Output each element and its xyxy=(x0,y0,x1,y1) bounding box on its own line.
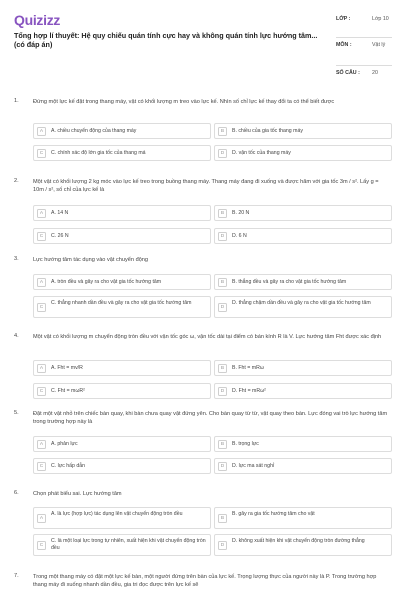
option-a[interactable] xyxy=(33,360,211,376)
option-text: D. 6 N xyxy=(232,233,247,239)
option-c[interactable] xyxy=(33,458,211,474)
question-number: 2. xyxy=(14,178,19,184)
worksheet-header xyxy=(0,0,400,84)
question-text: Lực hướng tâm tác dụng vào vật chuyển động xyxy=(33,257,149,263)
quizizz-logo: Quizizz xyxy=(14,12,61,28)
option-text: B. 20 N xyxy=(232,210,250,216)
option-letter: B xyxy=(218,364,227,373)
option-letter: A xyxy=(37,278,46,287)
subject-label: MÔN : xyxy=(336,42,352,48)
option-text: C. Fht = mωR² xyxy=(51,388,85,394)
question-text: Một vật có khối lượng m chuyển động tròn đều với vận tốc góc ω, vận tốc dài tại điểm có bán kính R là V. Lực hướng tâm Fht được xác định xyxy=(33,334,382,340)
count-value: 20 xyxy=(372,70,378,76)
option-c[interactable] xyxy=(33,145,211,161)
option-b[interactable] xyxy=(214,274,392,290)
option-text: D. vận tốc của thang máy xyxy=(232,150,291,156)
option-letter: B xyxy=(218,514,227,523)
option-letter: D xyxy=(218,232,227,241)
option-letter: A xyxy=(37,364,46,373)
option-b[interactable] xyxy=(214,507,392,529)
option-text: B. trọng lực xyxy=(232,441,259,447)
question-number: 7. xyxy=(14,573,19,579)
question-text: Đứng một lực kế đặt trong thang máy, vật có khối lượng m treo vào lực kế. Nhìn số chỉ lực kế thay đổi ta có thể biết được xyxy=(33,99,335,105)
option-a[interactable] xyxy=(33,274,211,290)
option-c[interactable] xyxy=(33,534,211,556)
option-letter: C xyxy=(37,541,46,550)
class-label: LỚP : xyxy=(336,16,351,22)
count-label: SỐ CÂU : xyxy=(336,70,360,76)
question-text: Trong một thang máy có đặt một lực kế bàn, một người đứng trên bàn của lực kế. Trọng lượng thực của người này là P. Trong trường hợp thang máy đi xuống nhanh dần đều, gia tri đọc được trên lực kế sẽ xyxy=(33,574,377,588)
option-text: B. Fht = mRω xyxy=(232,365,264,371)
option-text: C. thẳng nhanh dần đều và gây ra cho vật gia tốc hướng tâm xyxy=(51,300,192,306)
option-text: A. phản lực xyxy=(51,441,78,447)
option-d[interactable] xyxy=(214,458,392,474)
option-text: D. Fht = mRω² xyxy=(232,388,266,394)
worksheet-meta xyxy=(336,12,392,84)
option-letter: C xyxy=(37,149,46,158)
option-text: A. chiều chuyển động của thang máy xyxy=(51,128,137,134)
option-letter: D xyxy=(218,462,227,471)
option-d[interactable] xyxy=(214,383,392,399)
option-text: C. chính xác độ lớn gia tốc của thang má xyxy=(51,150,146,156)
option-letter: D xyxy=(218,149,227,158)
option-b[interactable] xyxy=(214,360,392,376)
question-number: 5. xyxy=(14,410,19,416)
option-text: D. lực ma sát nghỉ xyxy=(232,463,275,469)
option-a[interactable] xyxy=(33,436,211,452)
option-d[interactable] xyxy=(214,228,392,244)
meta-count-row xyxy=(336,66,392,84)
option-text: D. thẳng chậm dần đều và gây ra cho vật gia tốc hướng tâm xyxy=(232,300,371,306)
question-number: 3. xyxy=(14,256,19,262)
option-letter: D xyxy=(218,303,227,312)
option-letter: B xyxy=(218,209,227,218)
option-a[interactable] xyxy=(33,123,211,139)
option-text: A. là lực (hợp lực) tác dụng lên vật chuyển động tròn đều xyxy=(51,511,183,517)
option-letter: B xyxy=(218,440,227,449)
option-letter: A xyxy=(37,127,46,136)
option-text: A. 14 N xyxy=(51,210,69,216)
question-text: Một vật có khối lượng 2 kg móc vào lực kế treo trong buồng thang máy. Thang máy đang đi xuống và được hãm với gia tốc 3m / s². Lấy g = 10m / s², số chỉ của lực kế là xyxy=(33,179,379,193)
option-letter: B xyxy=(218,127,227,136)
question-number: 1. xyxy=(14,98,19,104)
option-c[interactable] xyxy=(33,383,211,399)
option-letter: B xyxy=(218,278,227,287)
option-letter: A xyxy=(37,514,46,523)
option-text: B. thẳng đều và gây ra cho vật gia tốc hướng tâm xyxy=(232,279,347,285)
option-letter: D xyxy=(218,387,227,396)
option-text: C. lực hấp dẫn xyxy=(51,463,86,469)
option-letter: C xyxy=(37,303,46,312)
meta-class-row xyxy=(336,12,392,38)
option-letter: D xyxy=(218,541,227,550)
option-text: B. chiều của gia tốc thang máy xyxy=(232,128,303,134)
option-d[interactable] xyxy=(214,145,392,161)
question-text: Đặt một vật nhỏ trên chiếc bàn quay, khi bàn chưa quay vật đứng yên. Cho bàn quay từ từ, vật quay theo bàn. Lực đóng vai trò lực hướng tâm trong trường hợp này là xyxy=(33,411,388,425)
option-letter: C xyxy=(37,232,46,241)
meta-subject-row xyxy=(336,38,392,66)
subject-value: Vật lý xyxy=(372,42,386,48)
option-text: C. 26 N xyxy=(51,233,69,239)
option-b[interactable] xyxy=(214,436,392,452)
option-letter: A xyxy=(37,440,46,449)
option-text: A. Fht = mv/R xyxy=(51,365,83,371)
question-number: 4. xyxy=(14,333,19,339)
option-text: C. là một loại lực trong tự nhiên, xuất hiện khi vật chuyển động tròn đều xyxy=(51,538,206,551)
option-letter: C xyxy=(37,387,46,396)
option-c[interactable] xyxy=(33,296,211,318)
class-value: Lớp 10 xyxy=(372,16,389,22)
option-a[interactable] xyxy=(33,205,211,221)
option-a[interactable] xyxy=(33,507,211,529)
option-text: B. gây ra gia tốc hướng tâm cho vật xyxy=(232,511,315,517)
option-letter: C xyxy=(37,462,46,471)
question-number: 6. xyxy=(14,490,19,496)
question-text: Chọn phát biểu sai. Lực hướng tâm xyxy=(33,491,122,497)
option-b[interactable] xyxy=(214,205,392,221)
option-d[interactable] xyxy=(214,534,392,556)
option-text: A. tròn đều và gây ra cho vật gia tốc hướng tâm xyxy=(51,279,162,285)
option-letter: A xyxy=(37,209,46,218)
option-d[interactable] xyxy=(214,296,392,318)
option-c[interactable] xyxy=(33,228,211,244)
option-b[interactable] xyxy=(214,123,392,139)
option-text: D. không xuất hiện khi vật chuyển động tròn đường thẳng xyxy=(232,538,365,544)
worksheet-title: Tổng hợp lí thuyết: Hệ quy chiếu quán tính cực hay và không quán tính lực hướng tâm... (có đáp án) xyxy=(14,31,318,49)
